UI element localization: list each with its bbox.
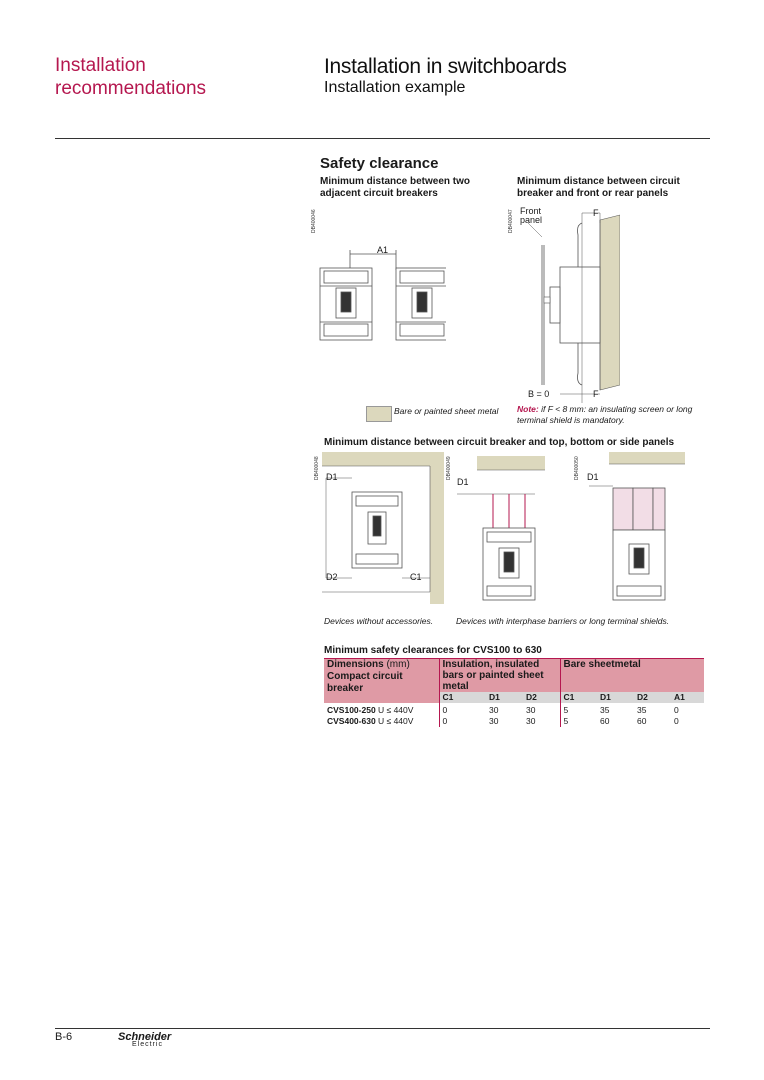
cell: 5	[560, 716, 597, 727]
dim-unit: (mm)	[386, 659, 410, 670]
table-row	[324, 703, 704, 716]
page-title: Installation in switchboards	[324, 55, 567, 78]
caption-no-accessories: Devices without accessories.	[324, 616, 434, 626]
safety-heading: Safety clearance	[320, 155, 439, 172]
cell: 0	[674, 705, 679, 715]
cell: 30	[526, 716, 536, 726]
cell: 60	[600, 716, 610, 726]
barriers-diagram	[455, 456, 547, 606]
note	[517, 404, 702, 426]
group-bare-header: Bare sheetmetal	[560, 659, 704, 692]
label-b: B = 0	[528, 389, 550, 399]
note-text: if F < 8 mm: an insulating screen or long terminal shield is mandatory.	[517, 404, 693, 425]
table-dim-header	[324, 659, 439, 671]
cell: 35	[637, 705, 647, 715]
label-a1: A1	[377, 245, 389, 255]
cell: 5	[560, 703, 597, 716]
dim-label: Dimensions	[327, 659, 384, 670]
table-title: Minimum safety clearances for CVS100 to 630	[324, 645, 542, 656]
compact-header: Compact circuit breaker	[324, 671, 439, 703]
caption-front-rear: Minimum distance between circuit breaker and front or rear panels	[517, 176, 680, 199]
note-label: Note:	[517, 404, 539, 414]
col-header: D1	[597, 692, 634, 703]
cell: 30	[489, 716, 499, 726]
legend-swatch	[366, 406, 392, 422]
page-code: B-6	[55, 1031, 73, 1043]
label-d1: D1	[587, 472, 599, 482]
cell: 30	[489, 705, 499, 715]
model: CVS400-630	[327, 716, 376, 726]
col-header: D2	[523, 692, 560, 703]
cell: 0	[674, 716, 679, 726]
label-f: F	[593, 208, 599, 218]
col-header: D1	[486, 692, 523, 703]
col-header: D2	[634, 692, 671, 703]
page-subtitle: Installation example	[324, 79, 466, 96]
label-f: F	[593, 389, 599, 399]
cell: 0	[439, 703, 486, 716]
caption-barriers: Devices with interphase barriers or long terminal shields.	[456, 616, 670, 626]
cell: 60	[637, 716, 647, 726]
legend-text: Bare or painted sheet metal	[394, 406, 499, 416]
footer-rule	[55, 1028, 710, 1029]
voltage: U ≤ 440V	[378, 705, 414, 715]
label-c1: C1	[410, 572, 422, 582]
figure-code: DB400050	[574, 456, 580, 480]
terminal-shields-diagram	[585, 452, 685, 604]
label-d1: D1	[326, 472, 338, 482]
brand-logo-sub: Electric	[132, 1041, 163, 1048]
group-insulated-header: Insulation, insulated bars or painted sheet metal	[439, 659, 560, 692]
col-header: C1	[560, 692, 597, 703]
label-d1: D1	[457, 477, 469, 487]
clearance-table	[324, 659, 704, 727]
brand-logo: Schneider	[118, 1031, 172, 1043]
adjacent-breakers-diagram	[316, 240, 446, 352]
cell: 0	[439, 716, 486, 727]
front-panel-diagram	[520, 205, 620, 403]
label-d2: D2	[326, 572, 338, 582]
side-panels-labels	[322, 452, 444, 604]
caption-panels: Minimum distance between circuit breaker and top, bottom or side panels	[324, 437, 675, 448]
caption-adjacent: Minimum distance between two adjacent circuit breakers	[320, 176, 471, 199]
figure-code: DB400048	[314, 456, 320, 480]
figure-code: DB400047	[508, 209, 514, 233]
model: CVS100-250	[327, 705, 376, 715]
col-header: A1	[671, 692, 704, 703]
voltage: U ≤ 440V	[378, 716, 414, 726]
col-header: C1	[439, 692, 486, 703]
cell: 35	[600, 705, 610, 715]
figure-code: DB400049	[446, 456, 452, 480]
section-title: Installation recommendations	[55, 55, 207, 99]
table-row	[324, 716, 704, 727]
figure-code: DB400046	[311, 209, 317, 233]
label-front-panel: Front panel	[520, 206, 543, 225]
cell: 30	[526, 705, 536, 715]
header-rule	[55, 138, 710, 139]
